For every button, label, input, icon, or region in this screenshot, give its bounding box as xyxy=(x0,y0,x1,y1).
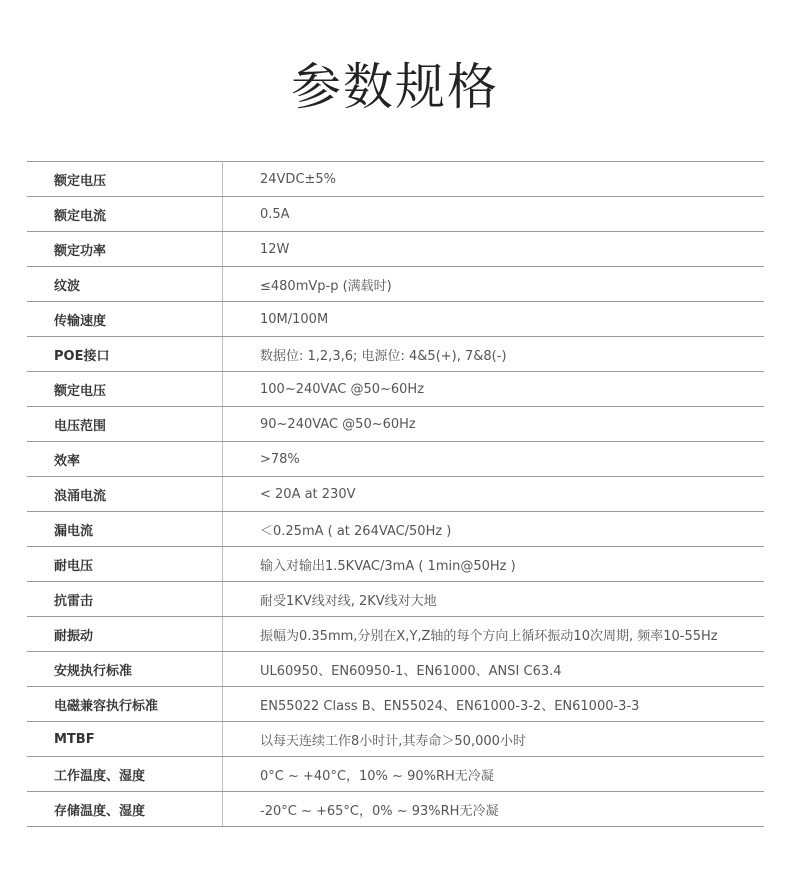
spec-value: ＜0.25mA ( at 264VAC/50Hz ) xyxy=(223,512,765,547)
spec-label: 电压范围 xyxy=(27,407,223,442)
spec-table xyxy=(27,161,764,827)
table-row xyxy=(27,442,764,477)
table-row xyxy=(27,792,764,827)
spec-value: 24VDC±5% xyxy=(223,162,765,197)
table-row xyxy=(27,547,764,582)
table-row xyxy=(27,232,764,267)
spec-label: MTBF xyxy=(27,722,223,757)
spec-value: 12W xyxy=(223,232,765,267)
table-row xyxy=(27,267,764,302)
spec-label: 耐电压 xyxy=(27,547,223,582)
table-row xyxy=(27,582,764,617)
table-row xyxy=(27,512,764,547)
table-row xyxy=(27,372,764,407)
spec-label: 额定功率 xyxy=(27,232,223,267)
spec-label: 浪涌电流 xyxy=(27,477,223,512)
spec-value: 以每天连续工作8小时计,其寿命＞50,000小时 xyxy=(223,722,765,757)
table-row xyxy=(27,477,764,512)
spec-value: 0°C ~ +40°C，10% ~ 90%RH无冷凝 xyxy=(223,757,765,792)
spec-label: 额定电流 xyxy=(27,197,223,232)
spec-value: 输入对输出1.5KVAC/3mA ( 1min@50Hz ) xyxy=(223,547,765,582)
table-row xyxy=(27,617,764,652)
spec-label: 安规执行标准 xyxy=(27,652,223,687)
page-title: 参数规格 xyxy=(291,58,499,116)
spec-label: 效率 xyxy=(27,442,223,477)
table-row xyxy=(27,302,764,337)
table-row xyxy=(27,757,764,792)
spec-label: 额定电压 xyxy=(27,372,223,407)
spec-value: 数据位: 1,2,3,6; 电源位: 4&5(+), 7&8(-) xyxy=(223,337,765,372)
spec-label: 电磁兼容执行标准 xyxy=(27,687,223,722)
spec-label: 抗雷击 xyxy=(27,582,223,617)
spec-label: 工作温度、湿度 xyxy=(27,757,223,792)
spec-value: -20°C ~ +65°C，0% ~ 93%RH无冷凝 xyxy=(223,792,765,827)
spec-value: 耐受1KV线对线, 2KV线对大地 xyxy=(223,582,765,617)
spec-value: EN55022 Class B、EN55024、EN61000-3-2、EN61000-3-3 xyxy=(223,687,765,722)
spec-value: 振幅为0.35mm,分别在X,Y,Z轴的每个方向上循环振动10次周期, 频率10-55Hz xyxy=(223,617,765,652)
spec-label: 纹波 xyxy=(27,267,223,302)
spec-label: 存储温度、湿度 xyxy=(27,792,223,827)
spec-value: ≤480mVp-p (满载时) xyxy=(223,267,765,302)
spec-value: UL60950、EN60950-1、EN61000、ANSI C63.4 xyxy=(223,652,765,687)
spec-value: 10M/100M xyxy=(223,302,765,337)
spec-value: < 20A at 230V xyxy=(223,477,765,512)
spec-value: 100~240VAC @50~60Hz xyxy=(223,372,765,407)
spec-label: 传输速度 xyxy=(27,302,223,337)
spec-value: 90~240VAC @50~60Hz xyxy=(223,407,765,442)
spec-label: 漏电流 xyxy=(27,512,223,547)
table-row xyxy=(27,407,764,442)
table-row xyxy=(27,337,764,372)
table-row xyxy=(27,162,764,197)
spec-value: >78% xyxy=(223,442,765,477)
spec-label: 额定电压 xyxy=(27,162,223,197)
table-row xyxy=(27,652,764,687)
table-row xyxy=(27,687,764,722)
spec-label: 耐振动 xyxy=(27,617,223,652)
table-row xyxy=(27,722,764,757)
spec-value: 0.5A xyxy=(223,197,765,232)
table-row xyxy=(27,197,764,232)
spec-label: POE接口 xyxy=(27,337,223,372)
